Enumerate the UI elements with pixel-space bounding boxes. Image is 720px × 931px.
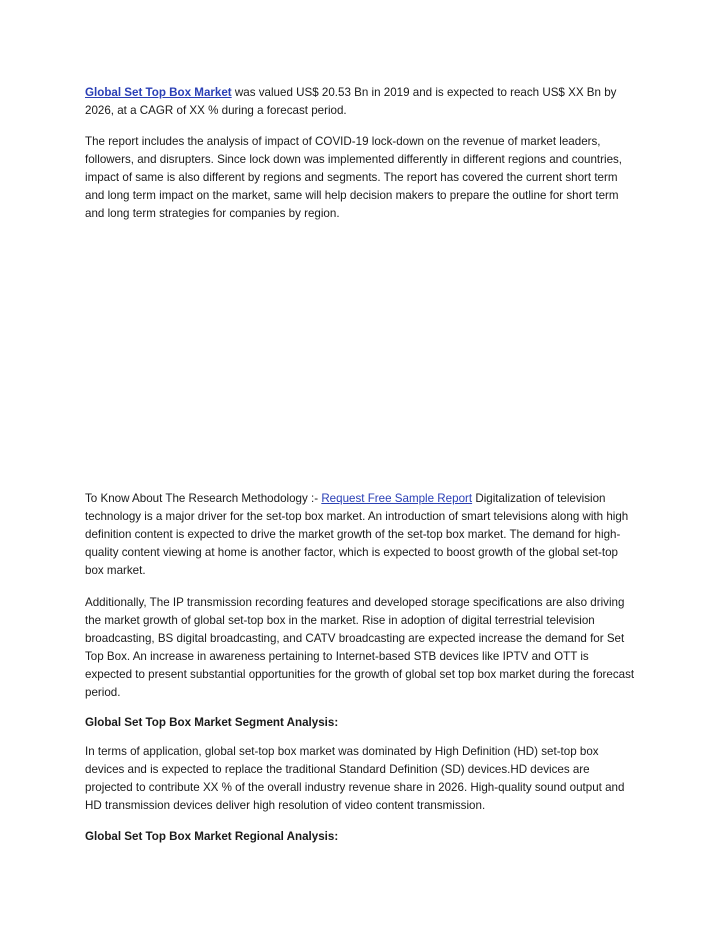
methodology-text: Digitalization of television technology is a major driver for the set-top box market. An introduction of smart televisions along with high definition content is expected to drive the market growth of the set-top box market. The demand for high-quality content viewing at home is another factor, which is expected to boost growth of the global set-top box market.: [85, 492, 629, 577]
regional-heading: Global Set Top Box Market Regional Analysis:: [85, 830, 339, 843]
request-free-sample-report-link[interactable]: Request Free Sample Report: [321, 492, 473, 505]
global-set-top-box-market-link[interactable]: Global Set Top Box Market: [85, 86, 232, 99]
covid-paragraph: The report includes the analysis of impact of COVID-19 lock-down on the revenue of market leaders, followers, and disrupters. Since lock down was implemented differently in different regions and countries, impact of same is also different by regions and segments. The report has covered the current short term and long term impact on the market, same will help decision makers to prepare the outline for short term and long term strategies for companies by region.: [85, 135, 623, 220]
intro-text: was valued US$ 20.53 Bn in 2019 and is expected to reach US$ XX Bn by 2026, at a CAGR of XX % during a forecast period.: [85, 86, 617, 117]
blank-image-area: [85, 240, 637, 480]
intro-paragraph: [85, 84, 637, 120]
segment-paragraph: In terms of application, global set-top box market was dominated by High Definition (HD) set-top box devices and is expected to replace the traditional Standard Definition (SD) devices.HD devices are projected to contribute XX % of the overall industry revenue share in 2026. High-quality sound output and HD transmission devices deliver high resolution of video content transmission.: [85, 745, 625, 812]
ip-paragraph: Additionally, The IP transmission recording features and developed storage specifications are also driving the market growth of global set-top box in the market. Rise in adoption of digital terrestrial television broadcasting, BS digital broadcasting, and CATV broadcasting are expected increase the demand for Set Top Box. An increase in awareness pertaining to Internet-based STB devices like IPTV and OTT is expected to present substantial opportunities for the growth of global set top box market during the forecast period.: [85, 596, 635, 699]
segment-heading: Global Set Top Box Market Segment Analysis:: [85, 716, 339, 729]
methodology-prefix: To Know About The Research Methodology :-: [85, 492, 322, 505]
methodology-paragraph: [85, 490, 637, 580]
